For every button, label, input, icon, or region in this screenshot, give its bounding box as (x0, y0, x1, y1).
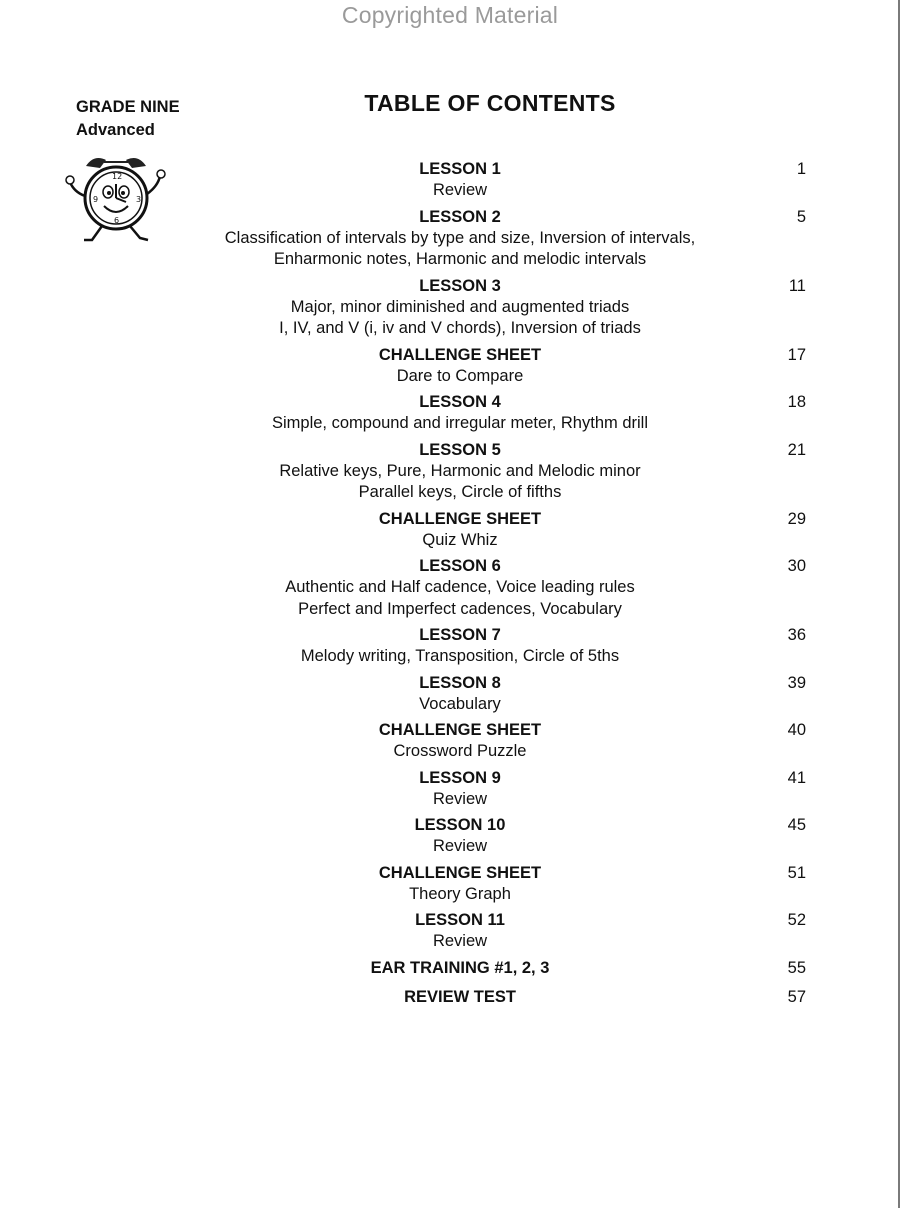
toc-entry-heading: EAR TRAINING #1, 2, 3 (370, 958, 550, 977)
toc-entry-description: Review (432, 789, 488, 808)
toc-entry-page-number: 29 (787, 509, 806, 528)
toc-entry-heading: REVIEW TEST (404, 987, 516, 1006)
toc-entry (160, 958, 810, 979)
toc-entry (160, 815, 810, 858)
toc-entry (160, 345, 810, 388)
toc-entry-description: Review (432, 932, 488, 950)
toc-entry-heading: LESSON 7 (419, 626, 501, 644)
toc-entry-page-number: 52 (787, 911, 806, 929)
toc-entry-page-number: 36 (787, 626, 806, 644)
toc-entry (160, 910, 810, 953)
toc-entry-heading: LESSON 1 (419, 160, 501, 178)
toc-entry (160, 768, 810, 811)
toc-entry-page-number: 18 (787, 393, 806, 411)
toc-entry-page-number: 30 (787, 557, 806, 575)
page-title: TABLE OF CONTENTS (364, 90, 616, 116)
toc-entry-description: Review (432, 181, 488, 199)
toc-entry (160, 509, 810, 552)
toc-entry-description: Review (432, 837, 488, 855)
toc-entry-description: Theory Graph (409, 884, 511, 903)
alarm-clock-mascot-icon (64, 152, 168, 244)
toc-entry (160, 625, 810, 668)
toc-entry-page-number: 40 (787, 721, 806, 739)
toc-entry-page-number: 21 (787, 440, 806, 459)
toc-entry-description: I, IV, and V (i, iv and V chords), Inversion of triads (279, 319, 641, 337)
toc-entry-heading: CHALLENGE SHEET (378, 863, 542, 882)
toc-entry-heading: LESSON 2 (419, 207, 501, 226)
toc-entry-page-number: 39 (787, 673, 806, 692)
toc-entry (160, 673, 810, 716)
toc-entry-heading: CHALLENGE SHEET (378, 509, 542, 528)
toc-entry-heading: LESSON 10 (414, 816, 506, 834)
toc-entry-description: Perfect and Imperfect cadences, Vocabulary (298, 599, 622, 618)
table-of-contents (160, 159, 810, 1016)
toc-entry-description: Quiz Whiz (422, 530, 498, 549)
svg-text:12: 12 (112, 172, 123, 181)
toc-entry (160, 159, 810, 202)
toc-entry-page-number: 41 (787, 768, 806, 787)
toc-entry-description: Authentic and Half cadence, Voice leading rules (285, 578, 635, 596)
toc-entry (160, 556, 810, 620)
toc-entry-heading: LESSON 9 (419, 768, 501, 787)
toc-entry-page-number: 1 (796, 160, 806, 178)
toc-entry-heading: CHALLENGE SHEET (378, 721, 542, 739)
toc-entry-description: Melody writing, Transposition, Circle of 5ths (300, 647, 620, 665)
svg-text:9: 9 (93, 195, 99, 204)
toc-entry-heading: LESSON 8 (419, 673, 501, 692)
svg-text:6: 6 (114, 216, 120, 225)
toc-entry-heading: LESSON 6 (419, 557, 501, 575)
toc-entry-heading: LESSON 5 (419, 440, 501, 459)
toc-entry (160, 392, 810, 435)
toc-entry (160, 276, 810, 340)
toc-entry-page-number: 55 (787, 958, 806, 977)
toc-entry-description: Major, minor diminished and augmented triads (290, 297, 630, 316)
toc-entry-description: Enharmonic notes, Harmonic and melodic intervals (273, 250, 647, 268)
toc-entry-description: Crossword Puzzle (393, 742, 527, 760)
toc-entry-description: Parallel keys, Circle of fifths (358, 483, 562, 501)
toc-entry-page-number: 51 (787, 863, 806, 882)
toc-entry (160, 987, 810, 1008)
toc-entry-page-number: 57 (787, 987, 806, 1006)
toc-entry-page-number: 45 (787, 816, 806, 834)
toc-entry-heading: LESSON 3 (419, 276, 501, 295)
grade-name: GRADE NINE (76, 98, 180, 116)
toc-entry-heading: LESSON 11 (415, 911, 505, 929)
toc-entry-description: Relative keys, Pure, Harmonic and Melodic minor (279, 461, 641, 480)
toc-entry-description: Dare to Compare (396, 366, 524, 385)
toc-entry-heading: LESSON 4 (419, 393, 501, 411)
toc-entry-page-number: 11 (788, 276, 806, 295)
toc-entry-description: Classification of intervals by type and size, Inversion of intervals, (224, 228, 696, 247)
grade-level: Advanced (76, 121, 155, 139)
toc-entry (160, 863, 810, 906)
toc-entry (160, 720, 810, 763)
copyright-watermark: Copyrighted Material (341, 2, 559, 28)
toc-entry (160, 207, 810, 271)
toc-entry (160, 440, 810, 504)
grade-label (76, 96, 180, 142)
toc-entry-heading: CHALLENGE SHEET (378, 345, 542, 364)
toc-entry-description: Vocabulary (419, 694, 501, 713)
toc-entry-description: Simple, compound and irregular meter, Rhythm drill (272, 414, 648, 432)
svg-text:3: 3 (136, 195, 142, 204)
toc-entry-page-number: 5 (796, 207, 806, 226)
toc-entry-page-number: 17 (787, 345, 806, 364)
